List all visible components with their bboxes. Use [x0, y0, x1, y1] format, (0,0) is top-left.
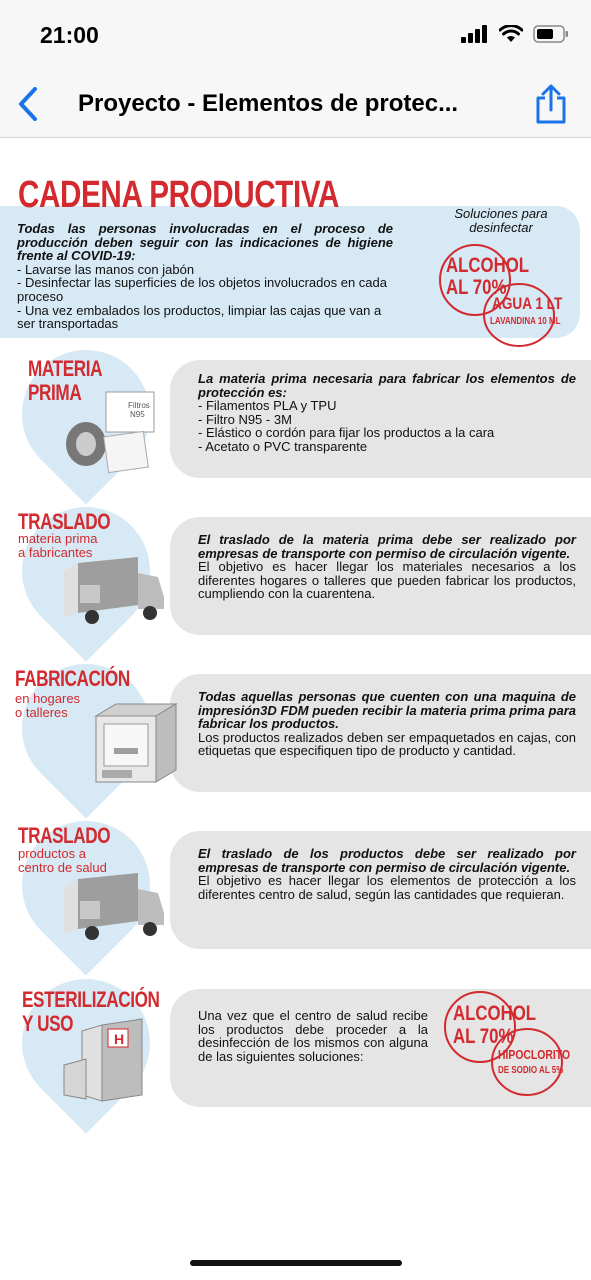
hospital-sign: H	[114, 1031, 125, 1047]
step-title: FABRICACIÓN	[15, 666, 130, 691]
step-title: PRIMA	[28, 380, 82, 405]
stamp-text: AL 70%	[453, 1025, 514, 1048]
step-line: - Filamentos PLA y TPU	[198, 398, 337, 414]
step-title: MATERIA	[28, 356, 103, 381]
step-line: El objetivo es hacer llegar los materiales necesarios a los diferentes hogares o talleres que pueden fabricar los productos, cumpliendo con la cuarentena.	[198, 559, 576, 602]
stamp-text: ALCOHOL	[446, 254, 530, 277]
step-line: - Filtro N95 - 3M	[198, 411, 292, 427]
stamp-text: AGUA 1 LT	[492, 294, 563, 313]
filter-box-label: N95	[130, 410, 145, 419]
step-line: El objetivo es hacer llegar los elementos de protección a los diferentes centro de salud, según las cantidades que requieran.	[198, 873, 576, 902]
hypochlorite-stamp	[490, 1027, 571, 1097]
stamp-text: HIPOCLORITO	[498, 1047, 571, 1062]
wifi-icon	[499, 25, 523, 43]
step-esterilizacion	[0, 975, 591, 1115]
hygiene-bullet: - Desinfectar las superficies de los objetos involucrados en cada proceso	[17, 275, 387, 304]
hygiene-instructions	[17, 222, 393, 331]
water-bleach-stamp	[482, 282, 563, 348]
delivery-truck-icon	[58, 553, 168, 633]
stamp-text: DE SODIO AL 5%	[498, 1065, 564, 1076]
step-subtitle: productos a	[18, 846, 86, 861]
step-lead: La materia prima necesaria para fabricar los elementos de protección es:	[198, 371, 576, 400]
step-line: Una vez que el centro de salud recibe los productos debe proceder a la desinfección de los mismos con alguna de las siguientes soluciones:	[198, 1008, 428, 1064]
raw-materials-icon	[62, 386, 162, 476]
back-button[interactable]	[6, 82, 50, 126]
step-subtitle: a fabricantes	[18, 545, 93, 560]
step-description	[198, 847, 576, 901]
step-description	[198, 690, 576, 758]
hygiene-lead: Todas las personas involucradas en el proceso de producción deben seguir con las indicaciones de higiene frente al COVID-19:	[17, 221, 393, 264]
status-time: 21:00	[40, 22, 99, 48]
stamp-text: LAVANDINA 10 ML	[490, 316, 561, 327]
filter-box-label: Filtros	[128, 401, 150, 410]
step-traslado-materia-prima	[0, 503, 591, 643]
share-button[interactable]	[529, 80, 573, 128]
document-viewer[interactable]	[0, 139, 591, 1280]
hygiene-bullet: - Lavarse las manos con jabón	[17, 261, 195, 277]
status-icons	[461, 25, 569, 43]
step-title: TRASLADO	[18, 823, 111, 848]
navigation-bar	[0, 70, 591, 138]
chevron-left-icon	[17, 86, 39, 122]
step-fabricacion	[0, 660, 591, 800]
step-title: ESTERILIZACIÓN	[22, 987, 160, 1012]
stamp-circle-icon	[490, 1027, 564, 1097]
step-title: Y USO	[22, 1011, 74, 1036]
delivery-truck-icon	[58, 869, 168, 949]
step-materia-prima	[0, 346, 591, 486]
hygiene-bullet: - Una vez embalados los productos, limpiar las cajas que van a ser transportadas	[17, 302, 382, 332]
share-icon	[534, 84, 568, 124]
step-subtitle: materia prima	[18, 531, 98, 546]
step-traslado-productos	[0, 817, 591, 957]
step-description	[198, 1009, 428, 1063]
step-title: TRASLADO	[18, 509, 111, 534]
step-line: - Acetato o PVC transparente	[198, 438, 368, 454]
step-lead: El traslado de los productos debe ser realizado por empresas de transporte con permiso de circulación vigente.	[198, 846, 576, 875]
home-indicator[interactable]	[190, 1260, 402, 1266]
step-lead: El traslado de la materia prima debe ser realizado por empresas de transporte con permiso de circulación vigente.	[198, 532, 576, 561]
page-title: Proyecto - Elementos de protec...	[78, 90, 459, 117]
battery-icon	[533, 25, 569, 43]
stamp-circle-icon	[482, 282, 556, 348]
step-lead: Todas aquellas personas que cuenten con una maquina de impresión3D FDM pueden recibir la materia prima prima para fabricar los productos.	[198, 689, 576, 732]
step-description	[198, 372, 576, 454]
step-description	[198, 533, 576, 601]
stamp-text: ALCOHOL	[453, 1002, 537, 1025]
solutions-label: Soluciones para desinfectar	[454, 206, 548, 235]
status-bar	[0, 0, 591, 70]
3d-printer-icon	[86, 696, 186, 786]
step-line: - Elástico o cordón para fijar los productos a la cara	[198, 425, 495, 441]
step-subtitle: centro de salud	[18, 860, 107, 875]
cellular-signal-icon	[461, 25, 489, 43]
step-subtitle: o talleres	[15, 705, 68, 720]
infographic-title: CADENA PRODUCTIVA	[18, 174, 340, 216]
stamp-text: AL 70%	[446, 276, 507, 299]
step-subtitle: en hogares	[15, 691, 81, 706]
step-line: Los productos realizados deben ser empaquetados en cajas, con etiquetas que especifiquen tipo de producto y cantidad.	[198, 729, 576, 759]
hospital-building-icon	[62, 1015, 162, 1105]
